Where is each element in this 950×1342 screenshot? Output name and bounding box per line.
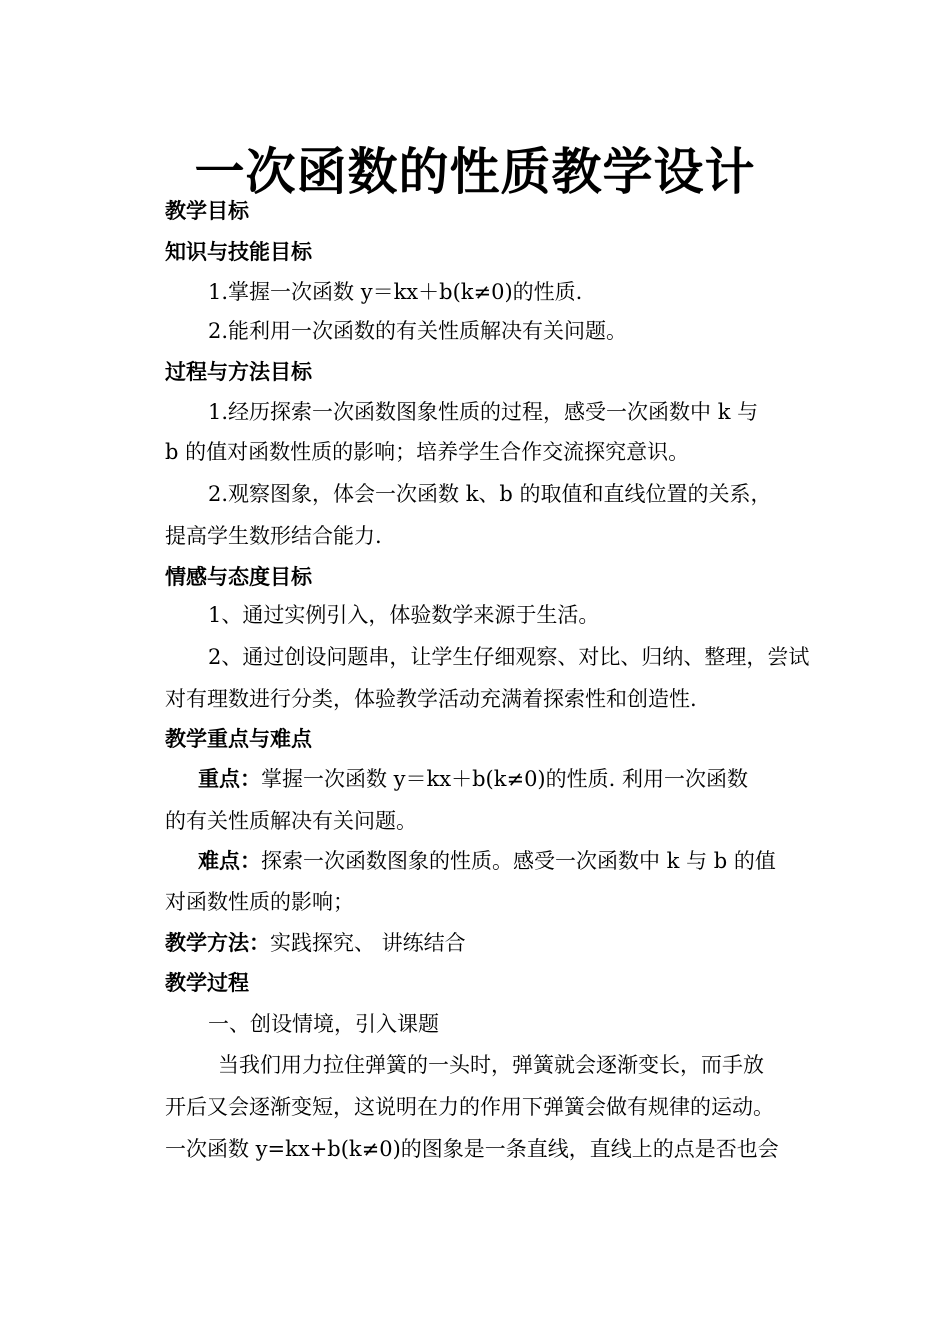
- intro-paragraph-line-1: 当我们用力拉住弹簧的一头时，弹簧就会逐渐变长，而手放: [218, 1053, 764, 1077]
- difficult-point-label: 难点：: [198, 848, 261, 873]
- heading-knowledge-skills: 知识与技能目标: [165, 239, 312, 264]
- teaching-methods-text: 实践探究、 讲练结合: [270, 931, 466, 955]
- heading-key-difficult-points: 教学重点与难点: [165, 726, 312, 751]
- difficult-point-line-1: [198, 846, 776, 876]
- teaching-methods-line: [165, 928, 466, 958]
- knowledge-item-2: 2.能利用一次函数的有关性质解决有关问题。: [208, 319, 628, 343]
- emotion-item-1: 1、通过实例引入，体验数学来源于生活。: [208, 603, 600, 627]
- difficult-point-line-2: 对函数性质的影响；: [165, 890, 354, 914]
- heading-teaching-objectives: 教学目标: [165, 198, 249, 223]
- key-point-label: 重点：: [198, 766, 261, 791]
- intro-paragraph-line-2: 开后又会逐渐变短，这说明在力的作用下弹簧会做有规律的运动。: [165, 1095, 774, 1119]
- knowledge-item-1: 1.掌握一次函数 y＝kx＋b(k≠0)的性质.: [208, 280, 583, 304]
- key-point-line-2: 的有关性质解决有关问题。: [165, 809, 417, 833]
- heading-teaching-process: 教学过程: [165, 970, 249, 995]
- process-step-1-heading: 一、创设情境，引入课题: [208, 1012, 439, 1036]
- intro-paragraph-line-3: 一次函数 y=kx+b(k≠0)的图象是一条直线，直线上的点是否也会: [165, 1137, 779, 1161]
- heading-emotion-attitude: 情感与态度目标: [165, 564, 312, 589]
- emotion-item-2-line-2: 对有理数进行分类，体验教学活动充满着探索性和创造性.: [165, 687, 697, 711]
- emotion-item-2-line-1: 2、通过创设问题串，让学生仔细观察、对比、归纳、整理，尝试: [208, 645, 810, 669]
- process-item-1-line-1: 1.经历探索一次函数图象性质的过程，感受一次函数中 k 与: [208, 400, 759, 424]
- process-item-2-line-1: 2.观察图象，体会一次函数 k、b 的取值和直线位置的关系，: [208, 482, 772, 506]
- process-item-2-line-2: 提高学生数形结合能力.: [165, 524, 382, 548]
- key-point-line-1: [198, 764, 748, 794]
- teaching-methods-label: 教学方法：: [165, 930, 270, 955]
- difficult-point-text: 探索一次函数图象的性质。感受一次函数中 k 与 b 的值: [261, 849, 776, 873]
- process-item-1-line-2: b 的值对函数性质的影响；培养学生合作交流探究意识。: [165, 440, 690, 464]
- document-title: 一次函数的性质教学设计: [194, 142, 756, 201]
- key-point-text: 掌握一次函数 y＝kx＋b(k≠0)的性质. 利用一次函数: [261, 767, 748, 791]
- heading-process-methods: 过程与方法目标: [165, 359, 312, 384]
